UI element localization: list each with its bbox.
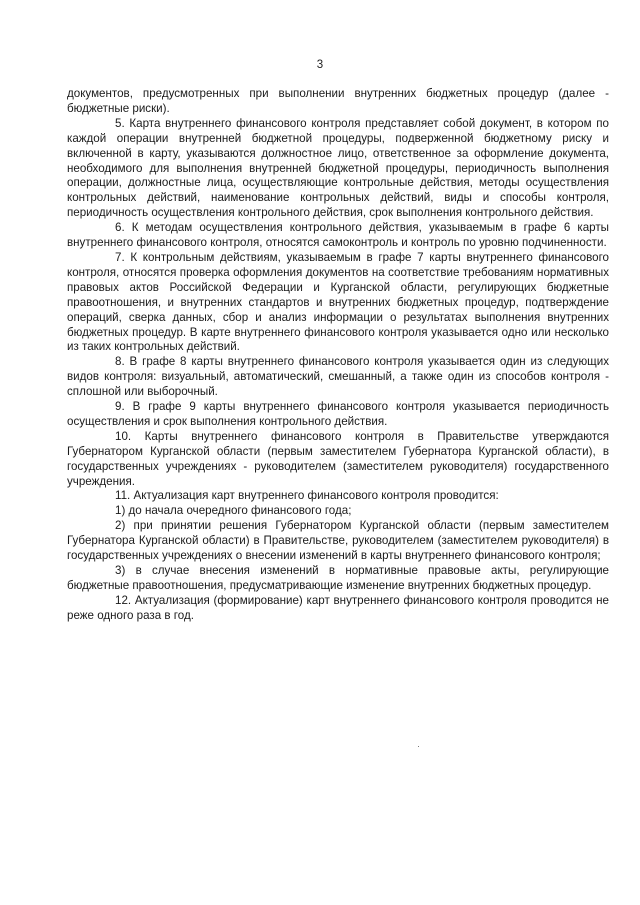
paragraph-12: 12. Актуализация (формирование) карт внутреннего финансового контроля проводится не реже одного раза в год. (67, 593, 609, 622)
list-item-2: 2) при принятии решения Губернатором Курганской области (первым заместителем Губернатора Курганской области) в Правительстве, руководителем (заместителем руководителя) в государственных учреждениях о внесении изменений в карты внутреннего финансового контроля; (67, 519, 609, 563)
paragraph-10: 10. Карты внутреннего финансового контроля в Правительстве утверждаются Губернатором Курганской области (первым заместителем Губернатора Курганской области), в государственных учреждениях - руководителем (заместителем руководителя) государственного учреждения. (67, 429, 609, 488)
list-item-1: 1) до начала очередного финансового года; (115, 504, 352, 518)
document-body (67, 87, 609, 624)
list-item-3: 3) в случае внесения изменений в нормативные правовые акты, регулирующие бюджетные правоотношения, предусматривающие изменение внутренних бюджетных процедур. (67, 564, 609, 592)
paragraph-8: 8. В графе 8 карты внутреннего финансового контроля указывается один из следующих видов контроля: визуальный, автоматический, смешанный, а также один из способов контроля - сплошной или выборочный. (67, 355, 609, 399)
paragraph-continuation: документов, предусмотренных при выполнении внутренних бюджетных процедур (далее - бюджетные риски). (67, 87, 609, 115)
page-number: 3 (316, 59, 324, 71)
paragraph-7: 7. К контрольным действиям, указываемым в графе 7 карты внутреннего финансового контроля, относятся проверка оформления документов на соответствие требованиям нормативных правовых актов Российской Федерации и Курганской области, регулирующих бюджетные правоотношения, и внутренних стандартов и внутренних бюджетных процедур, подтверждение операций, сверка данных, сбор и анализ информации о результатах выполнения внутренних бюджетных процедур. В карте внутреннего финансового контроля указывается одно или несколько из таких контрольных действий. (67, 250, 609, 354)
paragraph-5: 5. Карта внутреннего финансового контроля представляет собой документ, в котором по каждой операции внутренней бюджетной процедуры, подверженной бюджетному риску и включенной в карту, указываются должностное лицо, ответственное за оформление документа, необходимого для выполнения внутренней бюджетной процедуры, периодичность выполнения операции, должностные лица, осуществляющие контрольные действия, методы осуществления контрольных действий, наименование контрольных действий, виды и способы контроля, периодичность осуществления контрольного действия, срок выполнения контрольного действия. (67, 116, 609, 220)
scan-artifact-dot (418, 746, 419, 747)
paragraph-11: 11. Актуализация карт внутреннего финансового контроля проводится: (115, 489, 499, 503)
paragraph-9: 9. В графе 9 карты внутреннего финансового контроля указывается периодичность осуществления и срок выполнения контрольного действия. (67, 400, 609, 428)
paragraph-6: 6. К методам осуществления контрольного действия, указываемым в графе 6 карты внутреннего финансового контроля, относятся самоконтроль и контроль по уровню подчиненности. (67, 221, 609, 250)
